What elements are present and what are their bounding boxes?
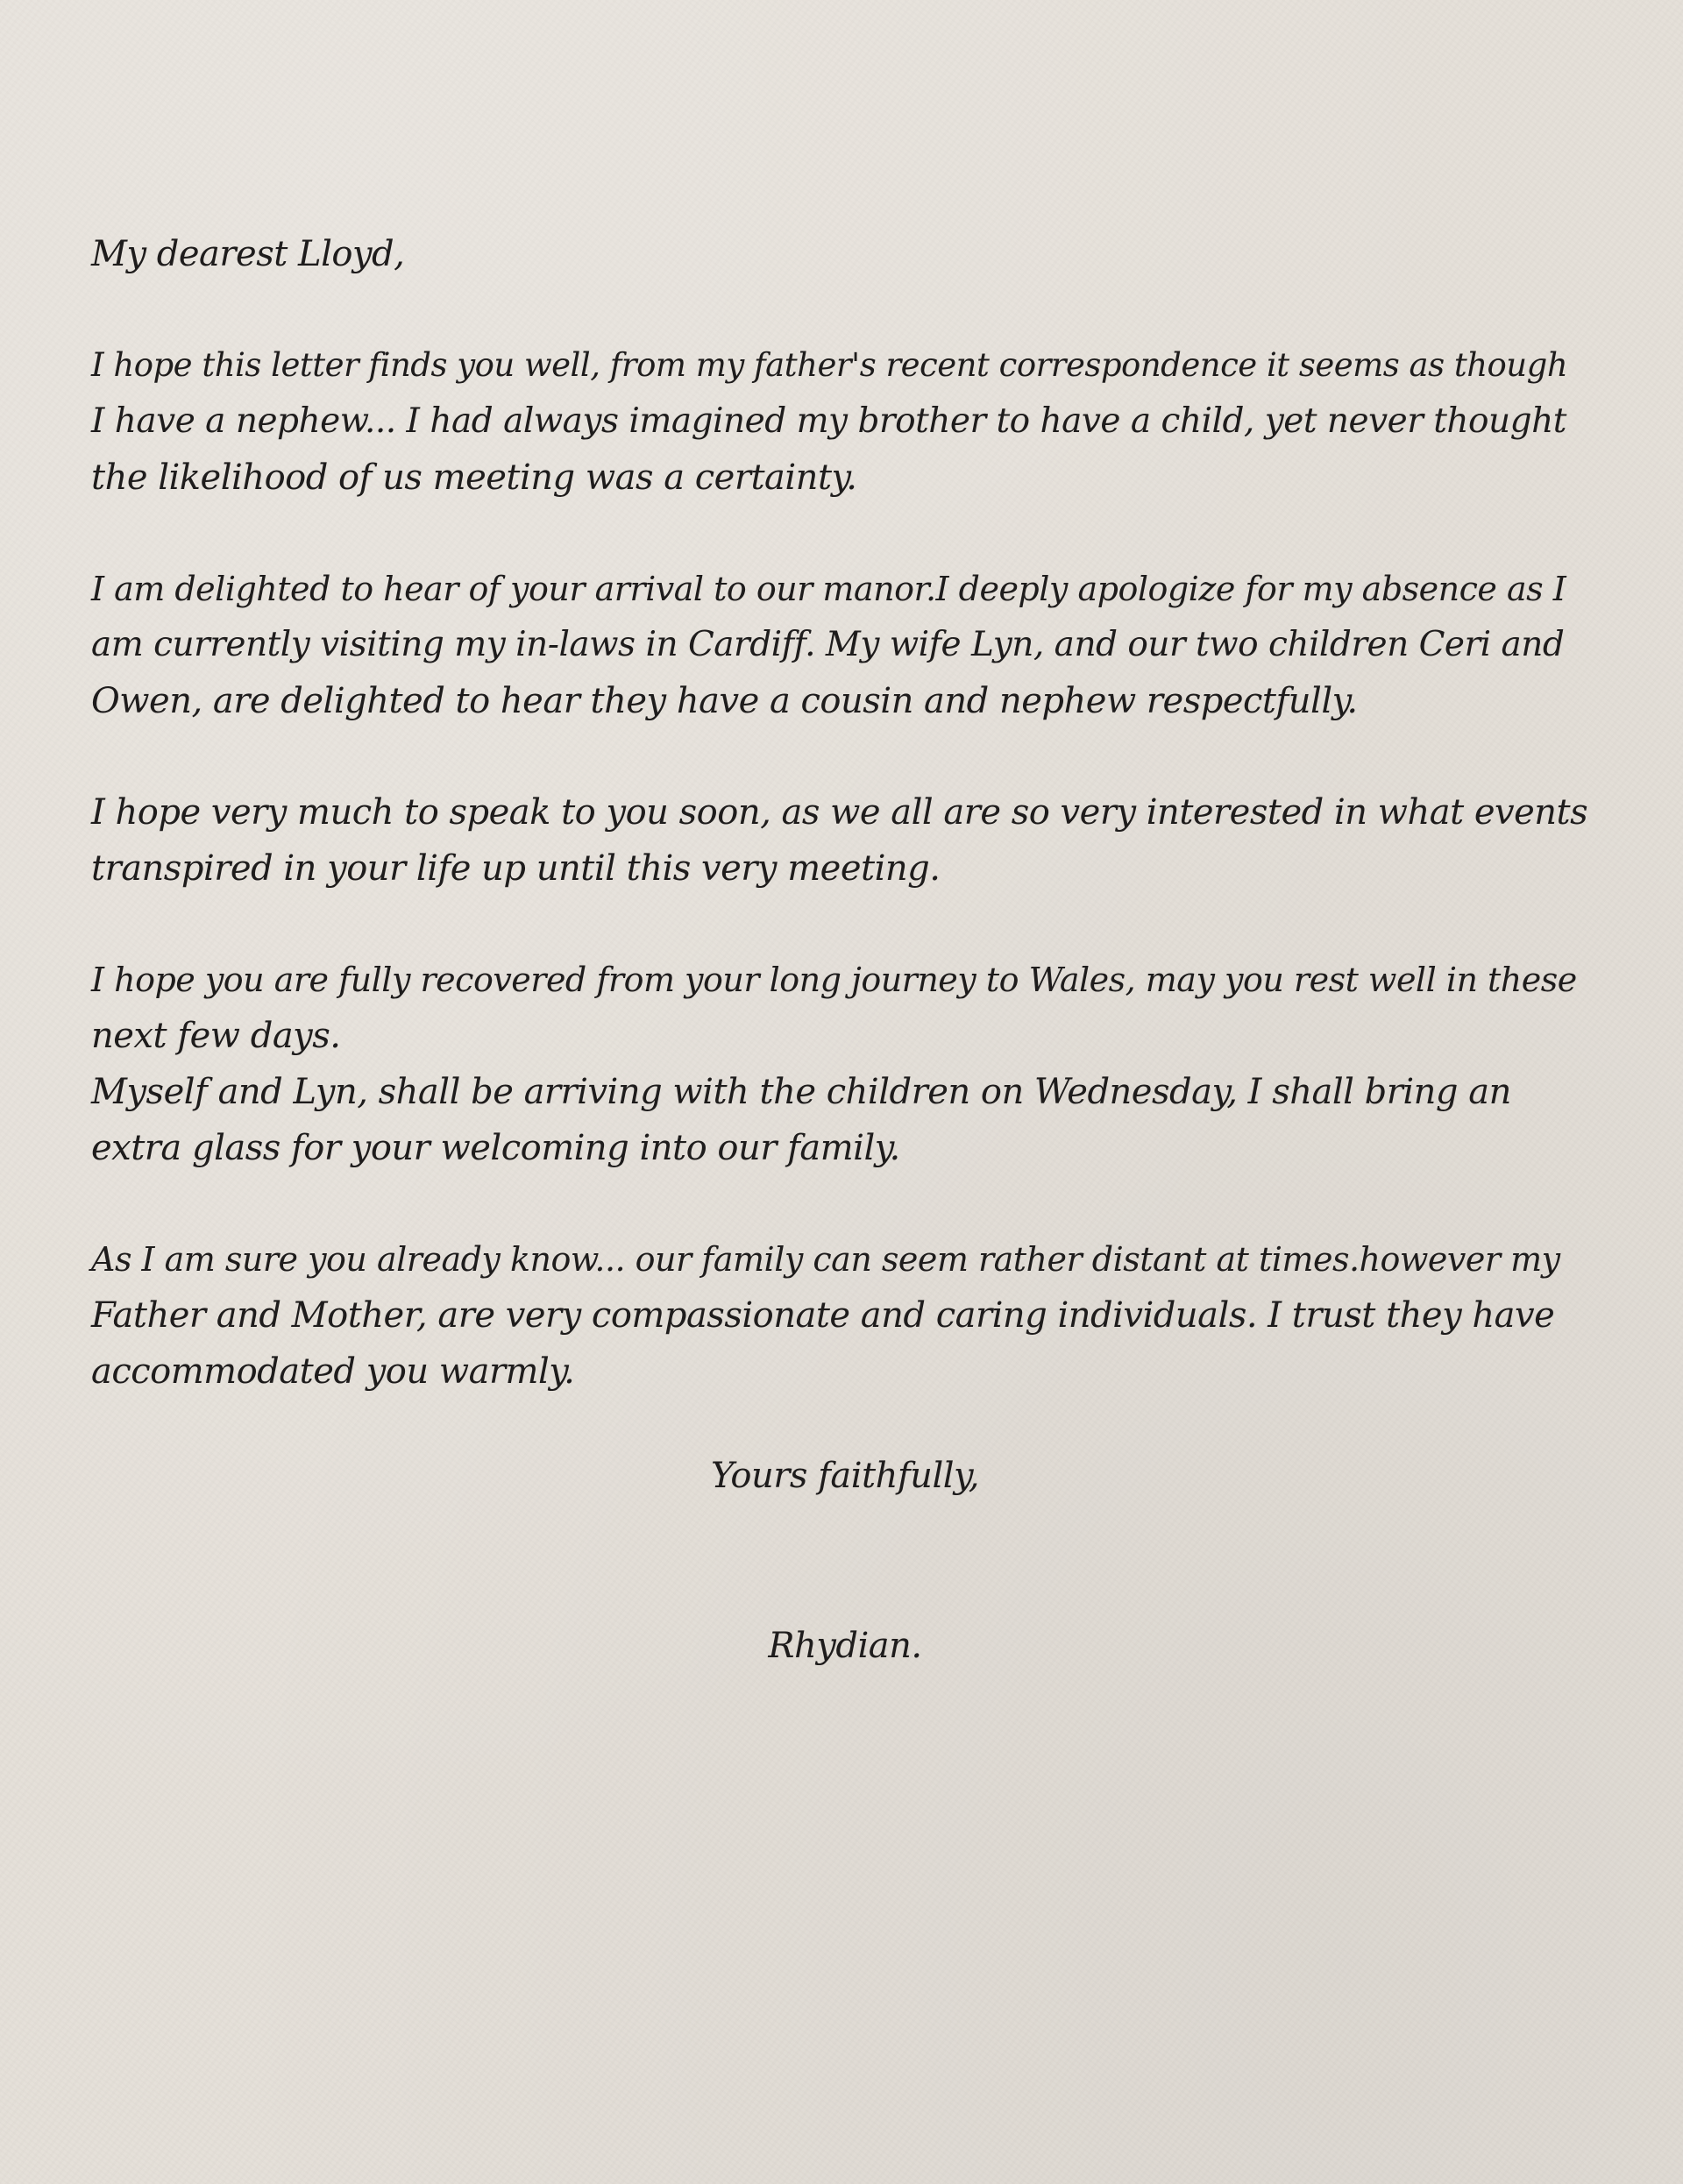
paragraph-2-line-3: Owen, are delighted to hear they have a cousin and nephew respectfully.: [91, 681, 1358, 721]
signature: Rhydian.: [768, 1626, 922, 1666]
paragraph-4-line-4: extra glass for your welcoming into our family.: [91, 1128, 900, 1168]
paragraph-1-line-3: the likelihood of us meeting was a certainty.: [91, 457, 857, 498]
paragraph-5-line-2: Father and Mother, are very compassionate and caring individuals. I trust they have: [91, 1295, 1555, 1336]
letter-page: [91, 0, 1599, 2184]
paragraph-4-line-2: next few days.: [91, 1016, 341, 1056]
paragraph-5-line-3: accommodated you warmly.: [91, 1351, 575, 1392]
paragraph-5-line-1: As I am sure you already know... our family can seem rather distant at times.however my: [91, 1240, 1560, 1279]
paragraph-4-line-3: Myself and Lyn, shall be arriving with the children on Wednesday, I shall bring an: [91, 1072, 1511, 1112]
salutation: My dearest Lloyd,: [91, 234, 405, 274]
paragraph-3-line-2: transpired in your life up until this very meeting.: [91, 848, 941, 889]
closing: Yours faithfully,: [710, 1456, 980, 1496]
paragraph-1-line-1: I hope this letter finds you well, from my father's recent correspondence it seems as though: [91, 346, 1568, 384]
paragraph-3-line-1: I hope very much to speak to you soon, as we all are so very interested in what events: [91, 792, 1588, 833]
paragraph-4-line-1: I hope you are fully recovered from your long journey to Wales, may you rest well in these: [91, 961, 1577, 999]
paragraph-1-line-2: I have a nephew... I had always imagined my brother to have a child, yet never thought: [91, 401, 1566, 441]
paragraph-2-line-2: am currently visiting my in-laws in Cardiff. My wife Lyn, and our two children Ceri and: [91, 625, 1565, 664]
paragraph-2-line-1: I am delighted to hear of your arrival to our manor.I deeply apologize for my absence as I: [91, 570, 1566, 608]
